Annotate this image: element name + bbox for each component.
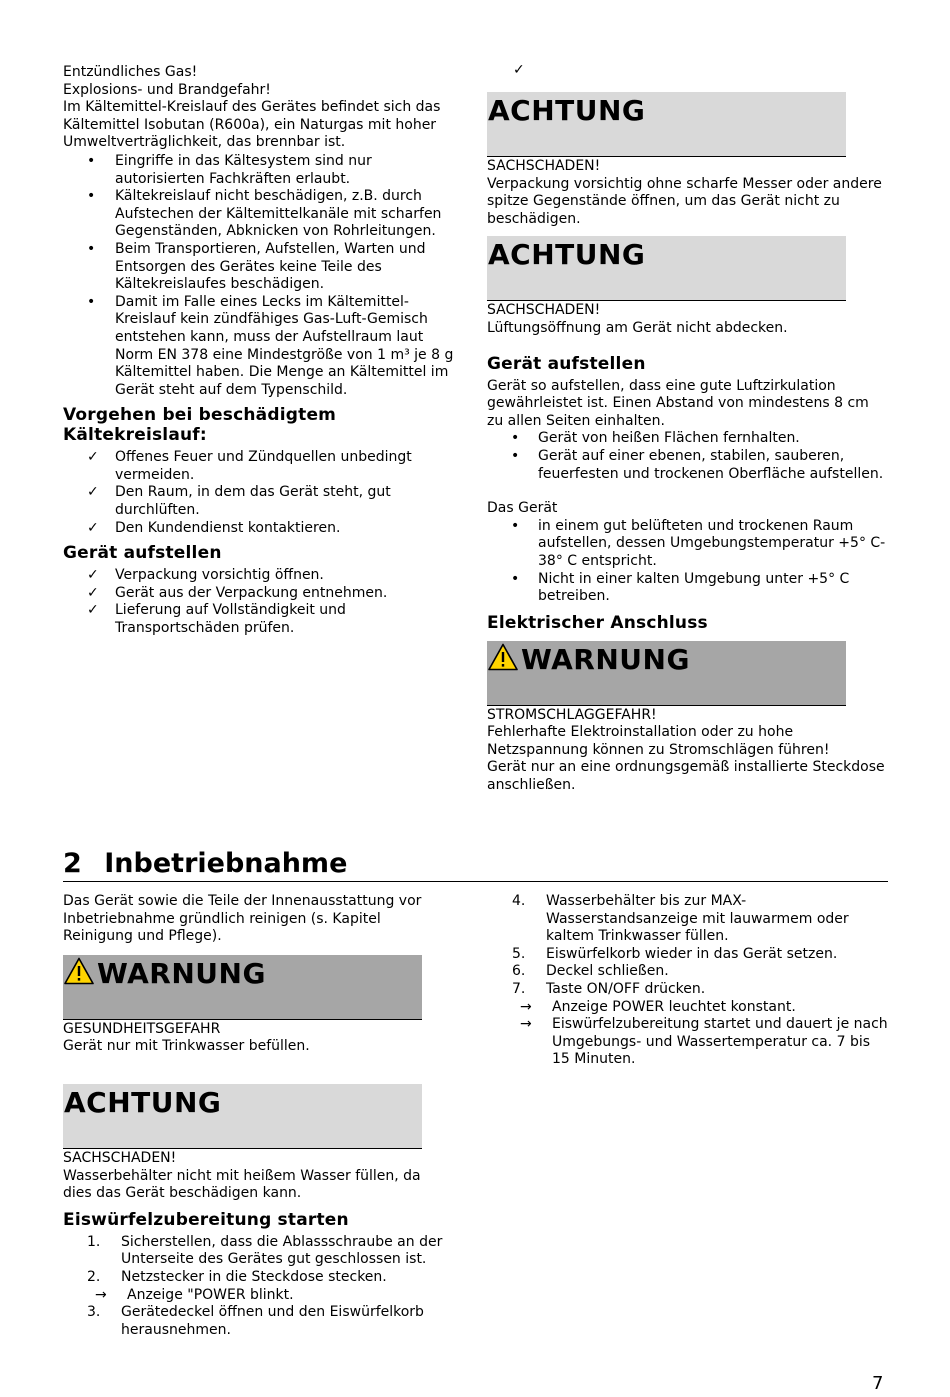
device-paragraph: Das Gerät <box>487 500 558 517</box>
caution-title: ACHTUNG <box>488 94 646 127</box>
list-item: • Damit im Falle eines Lecks im Kältemittel-Kreislauf kein zündfähiges Gas-Luft-Gemisch entstehen kann, muss der Aufstellraum laut Norm EN 378 eine Mindestgröße von 1 m³ je 8 g Kältemittel haben. Die Menge an Kältemittel im Gerät steht auf dem Typenschild. <box>87 293 454 398</box>
steps-list <box>488 893 888 1069</box>
caution-title: ACHTUNG <box>488 238 646 272</box>
caution-box <box>487 92 846 157</box>
list-item: • in einem gut belüfteten und trockenen Raum aufstellen, dessen Umgebungstemperatur +5° C- 38° C entspricht. <box>511 517 886 569</box>
setup-paragraph: Gerät so aufstellen, dass eine gute Luftzirkulation gewährleistet ist. Einen Abstand von mindestens 8 cm zu allen Seiten einhalten. <box>487 377 869 429</box>
left-column-top <box>63 64 463 638</box>
warning-label: GESUNDHEITSGEFAHR <box>63 1020 221 1037</box>
check-mark: ✓ <box>513 62 525 78</box>
warning-title: WARNUNG <box>97 956 266 990</box>
refrigerant-bullets <box>63 153 463 399</box>
damage-checklist <box>63 449 463 537</box>
step-item: 3. Gerätedeckel öffnen und den Eiswürfelkorb herausnehmen. <box>87 1304 424 1338</box>
list-item: • Kältekreislauf nicht beschädigen, z.B. durch Aufstechen der Kältemittelkanäle mit scharfen Gegenständen, Abknicken von Rohrleitungen. <box>87 188 442 240</box>
caution-text: Verpackung vorsichtig ohne scharfe Messer oder andere spitze Gegenstände öffnen, um das Gerät nicht zu beschädigen. <box>487 175 882 227</box>
step-item: 6. Deckel schließen. <box>512 963 669 980</box>
intro-paragraph: Das Gerät sowie die Teile der Innenausstattung vor Inbetriebnahme gründlich reinigen (s. Kapitel Reinigung und Pflege). <box>63 893 422 945</box>
section-heading: Gerät aufstellen <box>487 353 646 374</box>
list-item: ✓ Den Raum, in dem das Gerät steht, gut durchlüften. <box>87 484 391 519</box>
step-result: → Anzeige "POWER blinkt. <box>95 1286 294 1303</box>
step-item: 5. Eiswürfelkorb wieder in das Gerät setzen. <box>512 945 838 962</box>
chapter-title: Inbetriebnahme <box>104 848 348 879</box>
intro-line: Entzündliches Gas! <box>63 64 198 80</box>
list-item: • Beim Transportieren, Aufstellen, Warten und Entsorgen des Gerätes keine Teile des Kältekreislaufes beschädigen. <box>87 240 426 293</box>
intro-paragraph: Im Kältemittel-Kreislauf des Gerätes befindet sich das Kältemittel Isobutan (R600a), ein Naturgas mit hoher Umweltverträglichkeit, das brennbar ist. <box>63 99 441 151</box>
chapter-number: 2 <box>63 848 82 879</box>
section-heading: Elektrischer Anschluss <box>487 612 708 633</box>
device-bullets <box>487 518 887 606</box>
list-item: ✓ Verpackung vorsichtig öffnen. <box>87 567 324 584</box>
warning-box <box>63 955 422 1020</box>
caution-box <box>487 236 846 301</box>
caution-text: Wasserbehälter nicht mit heißem Wasser füllen, da dies das Gerät beschädigen kann. <box>63 1167 421 1202</box>
warning-text: Gerät nur mit Trinkwasser befüllen. <box>63 1038 310 1055</box>
warning-title: WARNUNG <box>521 642 690 676</box>
caution-text: Lüftungsöffnung am Gerät nicht abdecken. <box>487 319 788 336</box>
left-column-bottom <box>63 893 453 1339</box>
step-result: → Eiswürfelzubereitung startet und dauert je nach Umgebungs- und Wassertemperatur ca. 7 bis 15 Minuten. <box>520 1016 888 1068</box>
caution-label: SACHSCHADEN! <box>487 158 601 174</box>
caution-label: SACHSCHADEN! <box>63 1149 177 1166</box>
chapter-heading <box>63 848 888 882</box>
step-item: 1. Sicherstellen, dass die Ablassschraube an der Unterseite des Gerätes gut geschlossen ist. <box>87 1233 443 1268</box>
warning-triangle-icon <box>64 957 94 985</box>
list-item: • Gerät von heißen Flächen fernhalten. <box>511 430 800 447</box>
warning-box <box>487 641 846 706</box>
caution-box <box>63 1084 422 1149</box>
section-heading: Gerät aufstellen <box>63 543 222 564</box>
setup-checklist <box>63 567 463 637</box>
section-heading: Eiswürfelzubereitung starten <box>63 1209 349 1230</box>
warning-text: Gerät nur an eine ordnungsgemäß installierte Steckdose anschließen. <box>487 759 885 794</box>
step-item: 7. Taste ON/OFF drücken. <box>512 980 706 997</box>
step-item: 4. Wasserbehälter bis zur MAX-Wasserstandsanzeige mit lauwarmem oder kaltem Trinkwasser füllen. <box>512 893 849 945</box>
section-heading: Vorgehen bei beschädigtem Kältekreislauf: <box>63 405 337 446</box>
caution-label: SACHSCHADEN! <box>487 302 601 319</box>
warning-text: Fehlerhafte Elektroinstallation oder zu hohe Netzspannung können zu Stromschlägen führen! <box>487 724 830 758</box>
list-item: • Eingriffe in das Kältesystem sind nur autorisierten Fachkräften erlaubt. <box>87 152 372 187</box>
list-item: ✓ Gerät aus der Verpackung entnehmen. <box>87 584 388 601</box>
step-item: 2. Netzstecker in die Steckdose stecken. <box>87 1268 387 1285</box>
warning-triangle-icon <box>488 643 518 671</box>
right-column-top <box>487 62 887 795</box>
list-item: ✓ Lieferung auf Vollständigkeit und Transportschäden prüfen. <box>87 602 346 637</box>
list-item: • Gerät auf einer ebenen, stabilen, sauberen, feuerfesten und trockenen Oberfläche aufstellen. <box>511 447 884 482</box>
page-number: 7 <box>872 1373 884 1394</box>
warning-label: STROMSCHLAGGEFAHR! <box>487 706 657 723</box>
caution-title: ACHTUNG <box>64 1085 222 1119</box>
setup-bullets <box>487 430 887 483</box>
list-item: ✓ Den Kundendienst kontaktieren. <box>87 519 341 536</box>
right-column-bottom <box>488 893 888 1069</box>
steps-list <box>63 1234 453 1340</box>
intro-line: Explosions- und Brandgefahr! <box>63 81 271 98</box>
list-item: ✓ Offenes Feuer und Zündquellen unbedingt vermeiden. <box>87 449 412 483</box>
list-item: • Nicht in einer kalten Umgebung unter +5° C betreiben. <box>511 570 850 605</box>
step-result: → Anzeige POWER leuchtet konstant. <box>520 998 796 1015</box>
